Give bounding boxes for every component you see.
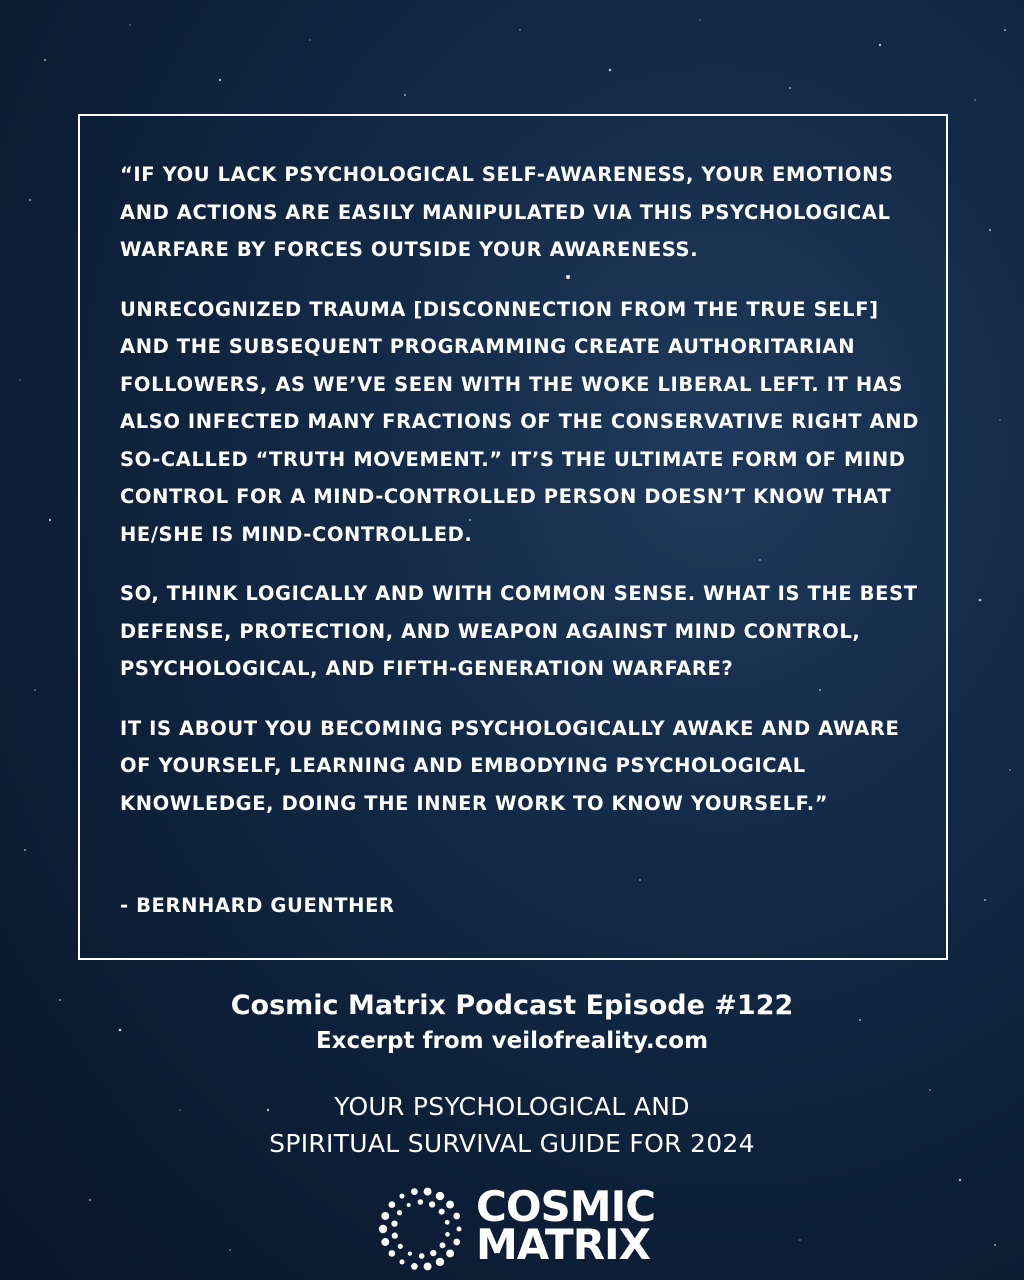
logo-dot: [411, 1263, 418, 1270]
logo-dot: [445, 1232, 450, 1237]
logo-dot: [445, 1220, 450, 1225]
logo-line-2: MATRIX: [476, 1220, 651, 1269]
logo-dot: [456, 1226, 461, 1231]
dotted-ring-icon: [376, 1184, 466, 1274]
logo-dot: [424, 1262, 432, 1270]
cosmic-matrix-logo: [376, 1182, 656, 1274]
logo-dot: [399, 1259, 404, 1264]
logo-dot: [446, 1249, 454, 1257]
logo-dot: [392, 1233, 398, 1239]
logo-dot: [391, 1221, 397, 1227]
logo-dot: [408, 1251, 412, 1255]
logo-dot: [398, 1244, 403, 1249]
quote-paragraph: IT IS ABOUT YOU BECOMING PSYCHOLOGICALLY AWAKE AND AWARE OF YOURSELF, LEARNING AND EMBODYING PSYCHOLOGICAL KNOWLEDGE, DOING THE INNER WORK TO KNOW YOURSELF.”: [120, 716, 900, 815]
logo-wordmark: [476, 1182, 656, 1269]
episode-title: Cosmic Matrix Podcast Episode #122: [230, 990, 794, 1021]
logo-dot: [436, 1192, 444, 1200]
logo-dot: [389, 1201, 396, 1208]
logo-dot: [453, 1213, 460, 1220]
logo-dot: [439, 1209, 445, 1215]
logo-dot: [381, 1212, 389, 1220]
logo-dot: [446, 1201, 454, 1209]
logo-dot: [436, 1258, 444, 1266]
logo-dot: [453, 1239, 460, 1246]
quote-box: [78, 114, 948, 960]
logo-dot: [419, 1253, 425, 1259]
guide-subtitle: [0, 1088, 1024, 1162]
quote-paragraph: SO, THINK LOGICALLY AND WITH COMMON SENSE. WHAT IS THE BEST DEFENSE, PROTECTION, AND WEAPON AGAINST MIND CONTROL, PSYCHOLOGICAL, AND FIFTH-GENERATION WARFARE?: [120, 582, 918, 680]
quote-paragraph: UNRECOGNIZED TRAUMA [DISCONNECTION FROM THE TRUE SELF] AND THE SUBSEQUENT PROGRAMMING CREATE AUTHORITARIAN FOLLOWERS, AS WE’VE SEEN WITH THE WOKE LIBERAL LEFT. IT HAS ALSO INFECTED MANY FRACTIONS OF THE CONSERVATIVE RIGHT AND SO-CALLED “TRUTH MOVEMENT.” IT’S THE ULTIMATE FORM OF MIND CONTROL FOR A MIND-CONTROLLED PERSON DOESN’T KNOW THAT HE/SHE IS MIND-CONTROLLED.: [120, 297, 919, 546]
logo-dot: [424, 1188, 432, 1196]
logo-dot: [397, 1210, 402, 1215]
guide-line-1: YOUR PSYCHOLOGICAL AND: [334, 1092, 690, 1121]
quote-text: [120, 156, 920, 844]
logo-dot: [411, 1188, 418, 1195]
logo-dot: [440, 1242, 446, 1248]
logo-dot: [379, 1225, 387, 1233]
logo-dot: [399, 1194, 404, 1199]
logo-dot: [389, 1250, 396, 1257]
logo-dot: [381, 1238, 389, 1246]
logo-line-1: COSMIC: [476, 1182, 656, 1231]
logo-dot: [418, 1199, 424, 1205]
quote-attribution: - BERNHARD GUENTHER: [120, 894, 395, 917]
quote-paragraph: “IF YOU LACK PSYCHOLOGICAL SELF-AWARENESS, YOUR EMOTIONS AND ACTIONS ARE EASILY MANIPULATED VIA THIS PSYCHOLOGICAL WARFARE BY FORCES OUTSIDE YOUR AWARENESS.: [120, 163, 894, 261]
logo-dot: [429, 1201, 435, 1207]
logo-dot: [430, 1250, 436, 1256]
logo-dot: [407, 1203, 411, 1207]
guide-line-2: SPIRITUAL SURVIVAL GUIDE FOR 2024: [269, 1129, 755, 1158]
excerpt-source: Excerpt from veilofreality.com: [315, 1028, 709, 1054]
